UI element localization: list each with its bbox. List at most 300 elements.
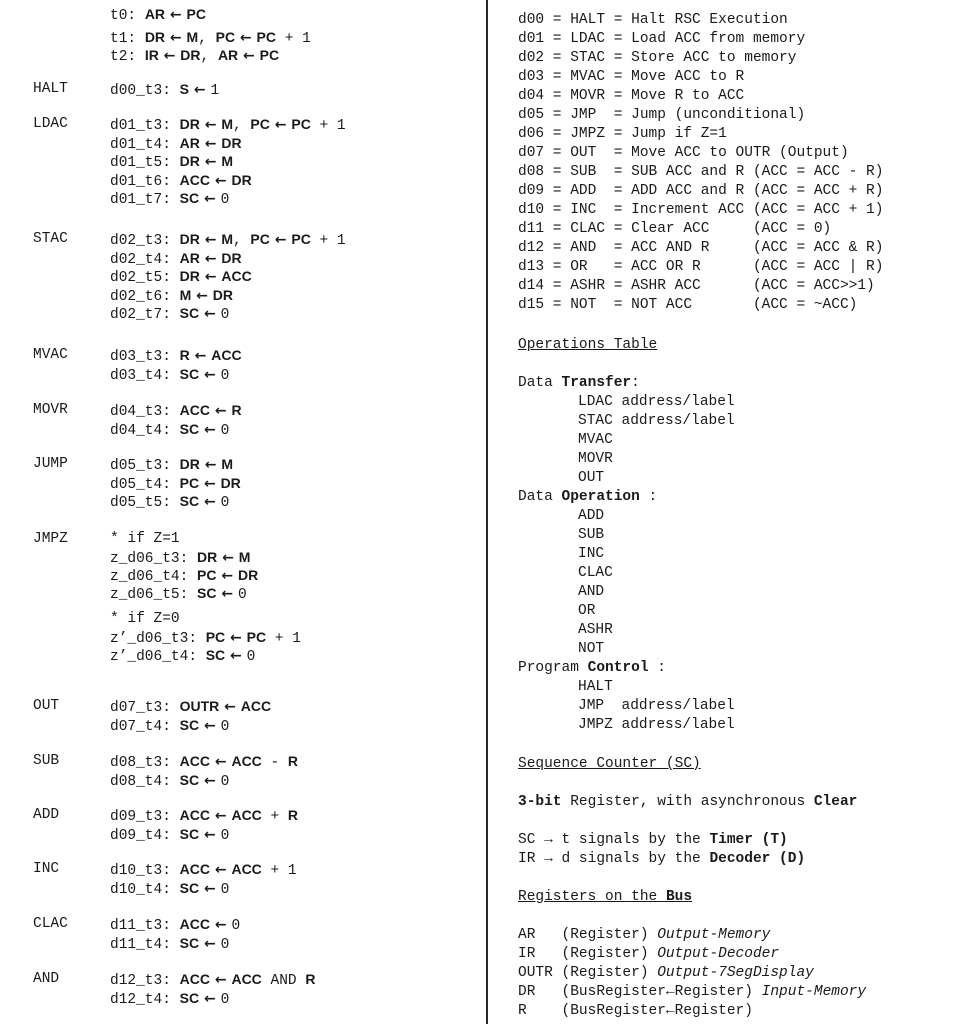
register-name: DR	[221, 249, 242, 266]
microoperation-line	[110, 970, 315, 990]
register-name: M	[186, 29, 199, 45]
arrow-symbol: ←	[199, 306, 221, 322]
decoder-definition: d07 = OUT = Move ACC to OUTR (Output)	[518, 145, 849, 161]
arrow-symbol: ←	[209, 172, 232, 189]
step-label: d07_t3:	[110, 700, 171, 716]
decoder-definition: d03 = MVAC = Move ACC to R	[518, 69, 745, 85]
decoder-definition: d00 = HALT = Halt RSC Execution	[518, 12, 788, 28]
step-label: d08_t3:	[110, 755, 171, 771]
operand-text: 0	[220, 773, 230, 790]
register-name: SC	[179, 493, 200, 509]
arrow-symbol: ←	[235, 30, 257, 46]
decoder-definition: d02 = STAC = Store ACC to memory	[518, 50, 797, 66]
microoperation-line	[110, 610, 180, 628]
opcode-name: SUB	[33, 753, 60, 769]
register-name: PC	[291, 231, 311, 247]
register-name: ACC	[179, 971, 210, 987]
opcode-name: MOVR	[33, 402, 68, 418]
step-label: * if Z=1	[110, 531, 180, 547]
decoder-definition: d15 = NOT = NOT ACC (ACC = ~ACC)	[518, 297, 858, 313]
header-suffix: :	[639, 489, 658, 505]
operand-text: ,	[198, 31, 216, 47]
operand-text: 0	[220, 718, 230, 735]
register-name: PC	[256, 29, 276, 45]
register-type: (Register)	[552, 927, 658, 943]
register-name: DR	[518, 984, 553, 1000]
register-entry	[518, 983, 866, 1002]
decoder-definition: d11 = CLAC = Clear ACC (ACC = 0)	[518, 221, 832, 237]
register-name: R	[287, 807, 299, 823]
step-label: d03_t4:	[110, 367, 171, 384]
arrow-symbol: ←	[238, 48, 260, 64]
operand-text: 0	[220, 192, 230, 208]
reference-column	[488, 0, 965, 1024]
bold-text: 3-bit	[518, 794, 562, 810]
arrow-symbol: ←	[209, 403, 232, 419]
register-name: SC	[179, 771, 200, 788]
register-type: (Register)	[552, 965, 658, 981]
opcode-name: LDAC	[33, 116, 68, 132]
operand-text: 0	[237, 587, 247, 603]
register-name: ACC	[179, 753, 210, 769]
arrow-symbol: ←	[188, 82, 211, 98]
plain-text: Registers on the	[518, 889, 666, 905]
instruction-item: JMPZ address/label	[578, 717, 735, 733]
plain-text: SC → t signals by the	[518, 832, 710, 848]
register-name: SC	[205, 647, 226, 663]
instruction-item: JMP address/label	[578, 698, 735, 714]
register-io: Output-Memory	[657, 927, 771, 943]
register-name: PC	[186, 6, 206, 22]
header-bold: Operation	[561, 489, 640, 505]
step-label: z_d06_t4:	[110, 569, 189, 585]
register-type: (Register)	[552, 946, 658, 962]
opcode-name: HALT	[33, 81, 68, 97]
arrow-symbol: ←	[199, 117, 222, 133]
register-name: DR	[179, 456, 200, 472]
microoperation-line	[110, 134, 242, 154]
microoperation-line	[110, 752, 298, 772]
step-label: d02_t3:	[110, 233, 171, 249]
operations-table-title: Operations Table	[518, 337, 658, 353]
register-name: DR	[144, 29, 166, 45]
arrow-symbol: ←	[199, 269, 222, 285]
decoder-definition: d05 = JMP = Jump (unconditional)	[518, 107, 806, 123]
step-label: d05_t5:	[110, 495, 171, 511]
arrow-symbol: ←	[209, 917, 232, 933]
step-label: d04_t4:	[110, 422, 171, 439]
register-name: R	[179, 347, 190, 363]
step-label: d01_t6:	[110, 173, 171, 190]
arrow-symbol: ←	[217, 550, 239, 566]
register-name: M	[221, 116, 234, 132]
register-name: R	[231, 402, 242, 418]
decoder-definition: d04 = MOVR = Move R to ACC	[518, 88, 745, 104]
data-transfer-header	[518, 374, 640, 393]
register-name: PC	[250, 231, 270, 247]
arrow-symbol: ←	[199, 717, 221, 734]
microoperation-line	[110, 267, 252, 287]
bold-text: Bus	[665, 889, 693, 905]
operand-text: 0	[220, 495, 230, 511]
register-name: SC	[179, 716, 200, 733]
microoperation-line	[110, 492, 229, 512]
microoperation-line	[110, 628, 301, 648]
step-label: d05_t4:	[110, 476, 171, 493]
register-name: M	[179, 286, 192, 303]
register-name: ACC	[231, 753, 262, 769]
decoder-definition: d12 = AND = ACC AND R (ACC = ACC & R)	[518, 240, 884, 256]
step-label: d10_t4:	[110, 881, 171, 898]
microoperation-line	[110, 548, 250, 568]
instruction-item: ADD	[578, 508, 605, 524]
register-name: ACC	[179, 861, 210, 877]
register-name: PC	[197, 567, 217, 583]
operand-text: 0	[220, 422, 230, 439]
register-name: R	[305, 971, 316, 987]
arrow-symbol: ←	[199, 457, 222, 473]
register-name: SC	[197, 585, 217, 601]
register-name: SC	[179, 989, 200, 1006]
register-name: ACC	[221, 268, 252, 284]
microoperation-line	[110, 455, 233, 475]
step-label: d01_t3:	[110, 118, 171, 134]
register-name: DR	[180, 47, 201, 63]
arrow-symbol: ←	[199, 135, 222, 152]
microoperation-line	[110, 346, 242, 366]
opcode-name: INC	[33, 861, 60, 877]
step-label: z’_d06_t3:	[110, 631, 198, 647]
microoperation-line	[110, 152, 233, 172]
step-label: d03_t3:	[110, 349, 171, 365]
opcode-name: JMPZ	[33, 531, 68, 547]
timer-signal-line	[518, 831, 788, 850]
operand-text: + 1	[276, 31, 311, 47]
microoperation-line	[110, 989, 229, 1009]
decoder-definition: d06 = JMPZ = Jump if Z=1	[518, 126, 727, 142]
register-entry	[518, 1002, 753, 1021]
header-suffix: :	[631, 375, 640, 391]
instruction-item: STAC address/label	[578, 413, 735, 429]
microoperation-line	[110, 286, 233, 306]
operand-text: +	[261, 809, 288, 825]
register-name: ACC	[179, 916, 210, 932]
microoperation-line	[110, 934, 229, 954]
register-name: AR	[518, 927, 553, 943]
microoperation-line	[110, 915, 240, 935]
instruction-item: LDAC address/label	[578, 394, 735, 410]
step-label: t2:	[110, 49, 137, 65]
opcode-name: ADD	[33, 807, 60, 823]
register-name: OUTR	[518, 965, 553, 981]
sequence-counter-description	[518, 793, 857, 812]
register-entry	[518, 964, 814, 983]
microoperation-line	[110, 401, 242, 421]
decoder-definition: d08 = SUB = SUB ACC and R (ACC = ACC - R)	[518, 164, 884, 180]
step-label: d12_t4:	[110, 991, 171, 1008]
register-name: DR	[231, 171, 252, 188]
instruction-item: HALT	[578, 679, 613, 695]
instruction-item: CLAC	[578, 565, 613, 581]
microoperation-line	[110, 697, 271, 717]
microoperation-line	[110, 474, 241, 494]
register-name: DR	[221, 134, 242, 151]
register-type: (BusRegister←Register)	[552, 1003, 753, 1019]
operand-text: ,	[233, 233, 251, 249]
operand-text: 0	[231, 918, 241, 934]
instruction-item: INC	[578, 546, 605, 562]
register-type: (BusRegister←Register)	[552, 984, 762, 1000]
microoperation-line	[110, 115, 346, 135]
opcode-name: MVAC	[33, 347, 68, 363]
operand-text: AND	[261, 973, 306, 989]
register-name: ACC	[240, 698, 272, 714]
register-io: Output-7SegDisplay	[657, 965, 814, 981]
opcode-name: AND	[33, 971, 60, 987]
microoperation-line	[110, 584, 247, 604]
microoperation-line	[110, 806, 298, 826]
microoperation-line	[110, 304, 229, 324]
header-prefix: Data	[518, 375, 562, 391]
arrow-symbol: ←	[269, 117, 292, 133]
register-name: DR	[179, 231, 200, 247]
register-name: DR	[179, 116, 200, 132]
arrow-symbol: ←	[165, 7, 187, 23]
register-name: AR	[179, 134, 200, 151]
operand-text: ,	[233, 118, 251, 134]
header-prefix: Data	[518, 489, 562, 505]
arrow-symbol: ←	[158, 48, 181, 64]
arrow-symbol: ←	[225, 630, 247, 646]
decoder-definition: d13 = OR = ACC OR R (ACC = ACC | R)	[518, 259, 884, 275]
step-label: d10_t3:	[110, 863, 171, 879]
operand-text: + 1	[310, 118, 346, 134]
step-label: d05_t3:	[110, 458, 171, 474]
bold-text: Decoder (D)	[709, 851, 806, 867]
register-entry	[518, 926, 770, 945]
microoperation-line	[110, 879, 229, 899]
step-label: d04_t3:	[110, 404, 171, 420]
register-name: AR	[217, 47, 239, 63]
microoperation-line	[110, 825, 229, 845]
register-name: S	[179, 81, 189, 97]
register-name: SC	[179, 879, 200, 896]
arrow-symbol: ←	[191, 287, 213, 304]
register-name: SC	[179, 825, 200, 842]
register-name: AR	[144, 6, 166, 22]
arrow-symbol: ←	[199, 366, 221, 383]
fetch-step	[110, 46, 279, 66]
microoperation-line	[110, 716, 229, 736]
fetch-step	[110, 28, 311, 48]
step-label: z’_d06_t4:	[110, 649, 198, 665]
opcode-name: OUT	[33, 698, 60, 714]
arrow-symbol: ←	[209, 972, 232, 988]
microoperation-line	[110, 80, 219, 100]
microoperation-line	[110, 420, 229, 440]
register-name: IR	[144, 47, 159, 63]
register-name: ACC	[231, 807, 262, 823]
step-label: d02_t4:	[110, 251, 171, 268]
register-name: ACC	[179, 807, 210, 823]
step-label: d01_t4:	[110, 136, 171, 153]
decoder-definition: d01 = LDAC = Load ACC from memory	[518, 31, 806, 47]
step-label: d09_t4:	[110, 827, 171, 844]
register-io: Input-Memory	[761, 984, 867, 1000]
arrow-symbol: ←	[199, 232, 222, 248]
data-operation-header	[518, 488, 657, 507]
arrow-symbol: ←	[269, 232, 292, 248]
arrow-symbol: ←	[219, 699, 241, 715]
instruction-item: SUB	[578, 527, 605, 543]
register-name: DR	[197, 549, 218, 565]
instruction-item: NOT	[578, 641, 605, 657]
step-label: d02_t6:	[110, 288, 171, 305]
arrow-symbol: ←	[199, 154, 222, 170]
register-name: DR	[237, 567, 259, 583]
arrow-symbol: ←	[199, 772, 221, 789]
register-name: AR	[179, 249, 200, 266]
arrow-symbol: ←	[199, 421, 221, 438]
register-name: IR	[518, 946, 553, 962]
register-name: R	[518, 1003, 553, 1019]
register-name: PC	[259, 47, 280, 63]
step-label: t0:	[110, 8, 137, 24]
register-name: DR	[179, 268, 200, 284]
step-label: d02_t5:	[110, 270, 171, 286]
arrow-symbol: ←	[216, 568, 238, 584]
register-name: PC	[179, 474, 200, 491]
register-name: DR	[220, 474, 241, 491]
program-control-header	[518, 659, 666, 678]
instruction-item: OR	[578, 603, 596, 619]
opcode-name: STAC	[33, 231, 68, 247]
register-name: DR	[179, 153, 200, 169]
plain-text: Register, with asynchronous	[561, 794, 814, 810]
register-name: M	[238, 549, 251, 565]
fetch-step	[110, 5, 206, 25]
header-suffix: :	[648, 660, 666, 676]
register-name: SC	[179, 305, 200, 321]
register-name: SC	[179, 934, 200, 951]
microoperation-line	[110, 171, 252, 191]
operand-text: + 1	[266, 631, 301, 647]
operand-text: 1	[210, 83, 220, 99]
arrow-symbol: ←	[199, 475, 221, 492]
arrow-symbol: ←	[165, 30, 187, 46]
decoder-definition: d09 = ADD = ADD ACC and R (ACC = ACC + R)	[518, 183, 884, 199]
operand-text: + 1	[310, 233, 346, 249]
arrow-symbol: ←	[209, 808, 232, 824]
step-label: z_d06_t5:	[110, 587, 189, 603]
opcode-name: CLAC	[33, 916, 68, 932]
arrow-symbol: ←	[199, 494, 221, 510]
step-label: d11_t4:	[110, 936, 171, 953]
arrow-symbol: ←	[216, 586, 238, 602]
microoperation-line	[110, 771, 229, 791]
bold-text: Clear	[813, 794, 858, 810]
step-label: t1:	[110, 31, 137, 47]
decoder-signal-line	[518, 850, 805, 869]
sequence-counter-title: Sequence Counter (SC)	[518, 756, 701, 772]
microoperation-line	[110, 189, 229, 209]
step-label: d01_t7:	[110, 192, 171, 208]
register-name: DR	[212, 286, 234, 303]
register-name: PC	[205, 629, 226, 645]
register-name: OUTR	[179, 698, 220, 714]
arrow-symbol: ←	[199, 250, 222, 267]
register-entry	[518, 945, 779, 964]
register-name: R	[287, 753, 299, 769]
register-name: PC	[246, 629, 267, 645]
microoperation-line	[110, 566, 258, 586]
operand-text: + 1	[261, 863, 297, 879]
opcode-name: JUMP	[33, 456, 68, 472]
register-name: PC	[291, 116, 311, 132]
instruction-item: ASHR	[578, 622, 613, 638]
instruction-item: MOVR	[578, 451, 613, 467]
register-name: SC	[179, 190, 200, 206]
arrow-symbol: ←	[189, 348, 212, 364]
step-label: d09_t3:	[110, 809, 171, 825]
register-name: M	[221, 456, 234, 472]
register-name: M	[221, 231, 234, 247]
register-name: ACC	[179, 171, 210, 188]
arrow-symbol: ←	[199, 191, 221, 207]
instruction-item: MVAC	[578, 432, 613, 448]
instruction-item: AND	[578, 584, 605, 600]
operand-text: 0	[220, 881, 230, 898]
header-prefix: Program	[518, 660, 588, 676]
instruction-item: OUT	[578, 470, 605, 486]
step-label: d01_t5:	[110, 155, 171, 171]
step-label: d00_t3:	[110, 83, 171, 99]
registers-on-bus-title	[518, 888, 692, 907]
header-bold: Control	[587, 660, 649, 676]
arrow-symbol: ←	[199, 990, 221, 1007]
register-name: SC	[179, 365, 200, 382]
microoperation-line	[110, 530, 180, 548]
bold-text: Timer (T)	[709, 832, 788, 848]
plain-text: IR → d signals by the	[518, 851, 710, 867]
arrow-symbol: ←	[199, 826, 221, 843]
register-io: Output-Decoder	[657, 946, 780, 962]
register-name: ACC	[179, 402, 210, 418]
arrow-symbol: ←	[199, 880, 221, 897]
operand-text: 0	[220, 991, 230, 1008]
register-name: M	[221, 153, 234, 169]
microoperation-line	[110, 365, 229, 385]
step-label: d02_t7:	[110, 307, 171, 323]
operand-text: 0	[220, 827, 230, 844]
step-label: z_d06_t3:	[110, 551, 189, 567]
decoder-definition: d14 = ASHR = ASHR ACC (ACC = ACC>>1)	[518, 278, 875, 294]
arrow-symbol: ←	[209, 862, 232, 878]
operand-text: ,	[200, 49, 218, 65]
decoder-definition: d10 = INC = Increment ACC (ACC = ACC + 1)	[518, 202, 884, 218]
step-label: d11_t3:	[110, 918, 171, 934]
operand-text: 0	[246, 649, 256, 665]
step-label: d07_t4:	[110, 718, 171, 735]
operand-text: -	[261, 755, 288, 771]
operand-text: 0	[220, 936, 230, 953]
arrow-symbol: ←	[199, 935, 221, 952]
step-label: d12_t3:	[110, 973, 171, 989]
microoperation-line	[110, 230, 346, 250]
arrow-symbol: ←	[209, 754, 232, 770]
microoperation-line	[110, 860, 297, 880]
microoperation-line	[110, 646, 255, 666]
